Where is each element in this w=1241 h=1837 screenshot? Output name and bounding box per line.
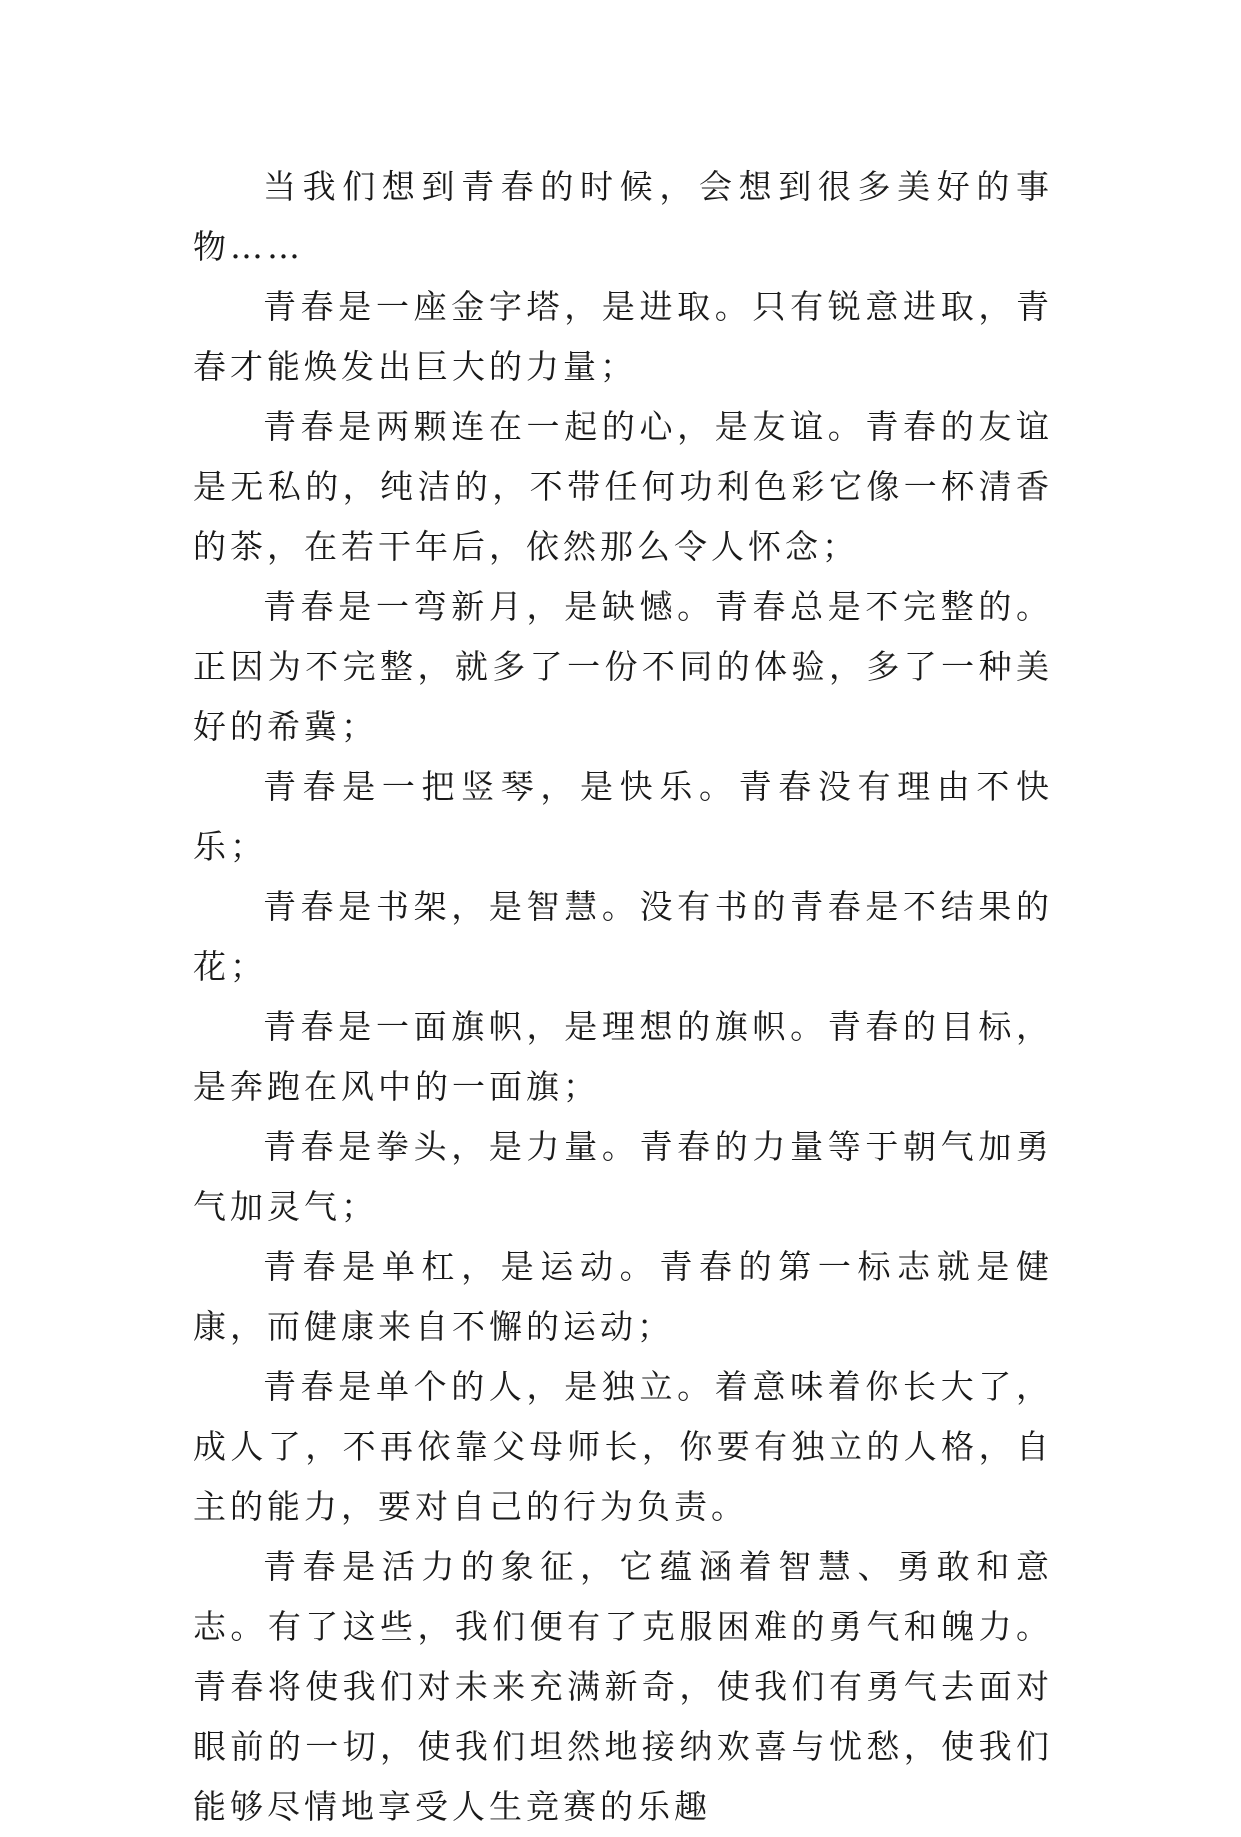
paragraph: 当我们想到青春的时候，会想到很多美好的事物…… (193, 167, 1053, 266)
paragraph: 青春是一把竖琴，是快乐。青春没有理由不快乐； (193, 767, 1053, 866)
paragraph: 青春是活力的象征，它蕴涵着智慧、勇敢和意志。有了这些，我们便有了克服困难的勇气和魄力。青春将使我们对未来充满新奇，使我们有勇气去面对眼前的一切，使我们坦然地接纳欢喜与忧愁，使我们能够尽情地享受人生竞赛的乐趣 (193, 1547, 1053, 1826)
paragraph: 青春是一弯新月，是缺憾。青春总是不完整的。正因为不完整，就多了一份不同的体验，多了一种美好的希冀； (193, 587, 1053, 746)
paragraph: 青春是单杠，是运动。青春的第一标志就是健康，而健康来自不懈的运动； (193, 1247, 1053, 1346)
paragraph: 青春是书架，是智慧。没有书的青春是不结果的花； (193, 887, 1053, 986)
paragraph: 青春是两颗连在一起的心，是友谊。青春的友谊是无私的，纯洁的，不带任何功利色彩它像一杯清香的茶，在若干年后，依然那么令人怀念； (193, 407, 1053, 566)
paragraph: 青春是一座金字塔，是进取。只有锐意进取，青春才能焕发出巨大的力量； (193, 287, 1053, 386)
document-body (193, 157, 1053, 1837)
paragraph: 青春是一面旗帜，是理想的旗帜。青春的目标，是奔跑在风中的一面旗； (193, 1007, 1053, 1106)
paragraph: 青春是单个的人，是独立。着意味着你长大了，成人了，不再依靠父母师长，你要有独立的人格，自主的能力，要对自己的行为负责。 (193, 1367, 1053, 1526)
paragraph: 青春是拳头，是力量。青春的力量等于朝气加勇气加灵气； (193, 1127, 1053, 1226)
